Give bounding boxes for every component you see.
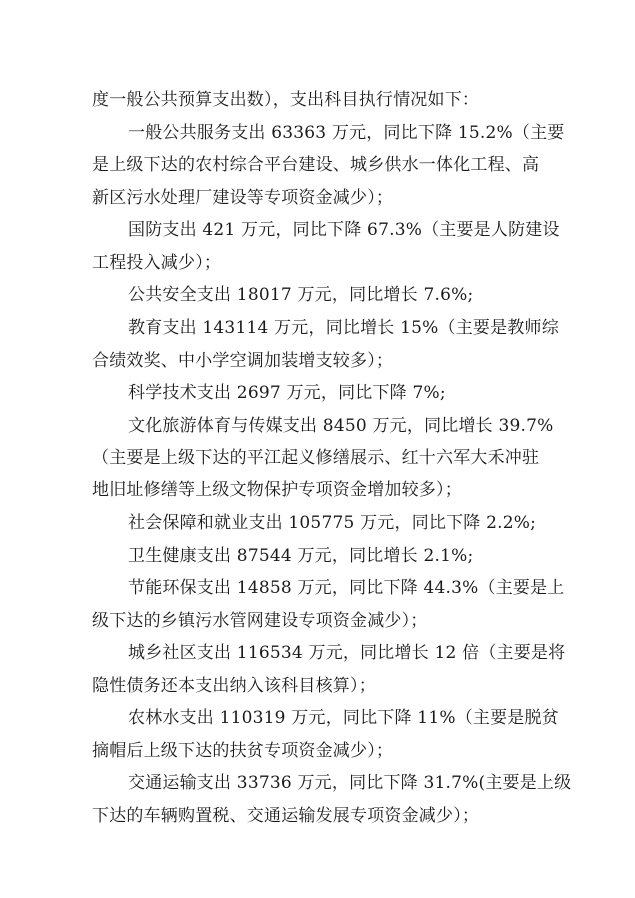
text-line: 工程投入减少）； <box>92 253 222 273</box>
text-line: 节能环保支出 14858 万元，同比下降 44.3%（主要是上 <box>128 578 565 598</box>
text-line: 国防支出 421 万元，同比下降 67.3%（主要是人防建设 <box>128 220 560 240</box>
text-line: 交通运输支出 33736 万元，同比下降 31.7%(主要是上级 <box>128 773 572 793</box>
text-line: 教育支出 143114 万元，同比增长 15%（主要是教师综 <box>128 318 559 338</box>
text-line: 一般公共服务支出 63363 万元，同比下降 15.2%（主要 <box>128 123 565 143</box>
text-line: 社会保障和就业支出 105775 万元，同比下降 2.2%; <box>128 513 537 533</box>
text-line: 隐性债务还本支出纳入该科目核算）； <box>92 676 376 696</box>
text-line: 合绩效奖、中小学空调加装增支较多）； <box>92 351 394 371</box>
text-line: 是上级下达的农村综合平台建设、城乡供水一体化工程、高 <box>92 155 540 175</box>
text-line: 公共安全支出 18017 万元，同比增长 7.6%; <box>128 285 474 305</box>
text-line: 城乡社区支出 116534 万元，同比增长 12 倍（主要是将 <box>128 643 566 663</box>
text-line: 科学技术支出 2697 万元，同比下降 7%; <box>128 383 446 403</box>
text-line: 卫生健康支出 87544 万元，同比增长 2.1%; <box>128 546 474 566</box>
text-line: （主要是上级下达的平江起义修缮展示、红十六军大禾冲驻 <box>92 448 540 468</box>
text-line: 文化旅游体育与传媒支出 8450 万元，同比增长 39.7% <box>128 416 554 436</box>
text-line: 级下达的乡镇污水管网建设专项资金减少）； <box>92 611 428 631</box>
text-line: 农林水支出 110319 万元，同比下降 11%（主要是脱贫 <box>128 708 559 728</box>
text-line: 地旧址修缮等上级文物保护专项资金增加较多）； <box>92 480 462 500</box>
text-line: 度一般公共预算支出数），支出科目执行情况如下： <box>92 90 480 110</box>
text-line: 下达的车辆购置税、交通运输发展专项资金减少）； <box>92 806 480 826</box>
text-line: 摘帽后上级下达的扶贫专项资金减少）； <box>92 741 394 761</box>
text-line: 新区污水处理厂建设等专项资金减少）； <box>92 188 394 208</box>
